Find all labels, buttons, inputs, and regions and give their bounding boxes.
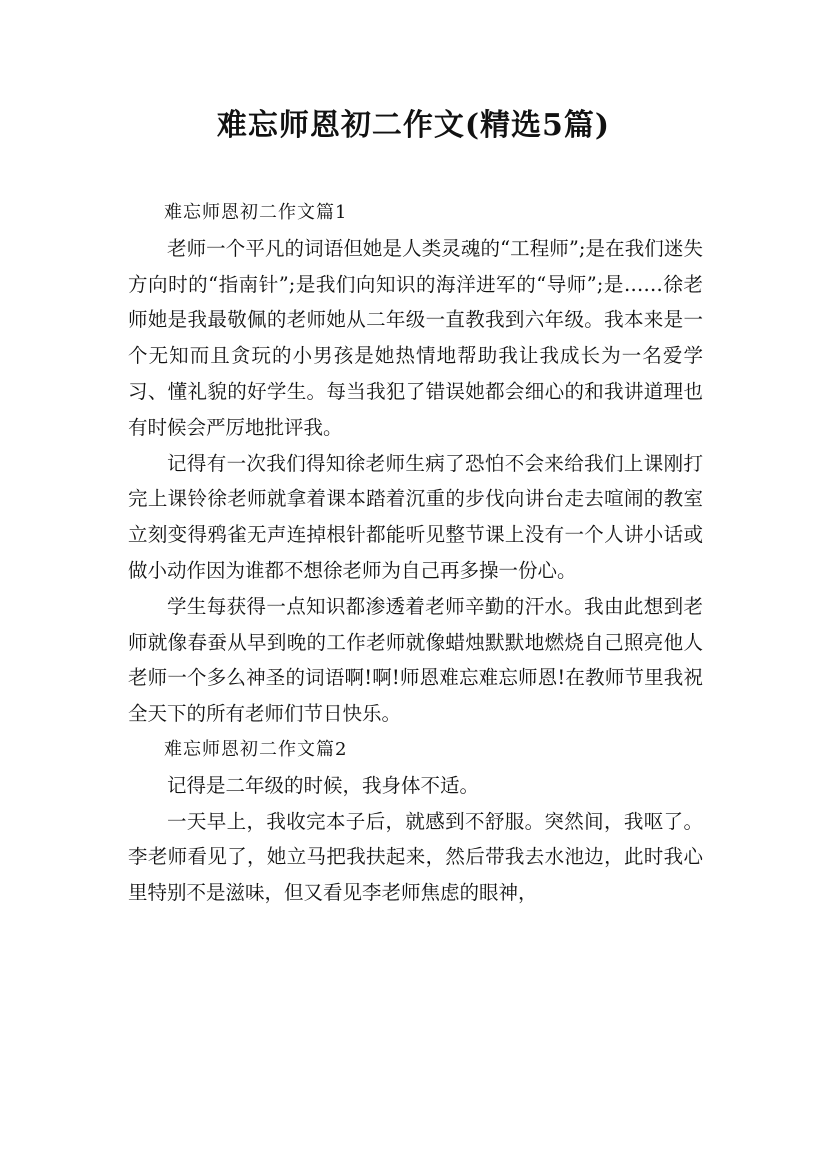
- document-title: 难忘师恩初二作文(精选5篇): [216, 108, 611, 143]
- section-heading: 难忘师恩初二作文篇2: [164, 738, 348, 760]
- paragraph: 一天早上，我收完本子后，就感到不舒服。突然间，我呕了。李老师看见了，她立马把我扶起来，然后带我去水池边，此时我心里特别不是滋味，但又看见李老师焦虑的眼神，: [128, 809, 703, 905]
- document-body: [128, 195, 703, 911]
- paragraph: 学生每获得一点知识都渗透着老师辛勤的汗水。我由此想到老师就像春蚕从早到晚的工作老师就像蜡烛默默地燃烧自己照亮他人老师一个多么神圣的词语啊!啊!师恩难忘难忘师恩!在教师节里我祝全天下的所有老师们节日快乐。: [128, 594, 703, 726]
- paragraph: 记得是二年级的时候，我身体不适。: [167, 773, 480, 797]
- paragraph: 记得有一次我们得知徐老师生病了恐怕不会来给我们上课刚打完上课铃徐老师就拿着课本踏着沉重的步伐向讲台走去喧闹的教室立刻变得鸦雀无声连掉根针都能听见整节课上没有一个人讲小话或做小动作因为谁都不想徐老师为自己再多操一份心。: [128, 451, 703, 582]
- section-heading: 难忘师恩初二作文篇1: [164, 202, 348, 223]
- paragraph: 老师一个平凡的词语但她是人类灵魂的“工程师”;是在我们迷失方向时的“指南针”;是我们向知识的海洋进军的“导师”;是……徐老师她是我最敬佩的老师她从二年级一直教我到六年级。我本来是一个无知而且贪玩的小男孩是她热情地帮助我让我成长为一名爱学习、懂礼貌的好学生。每当我犯了错误她都会细心的和我讲道理也有时候会严厉地批评我。: [128, 236, 703, 439]
